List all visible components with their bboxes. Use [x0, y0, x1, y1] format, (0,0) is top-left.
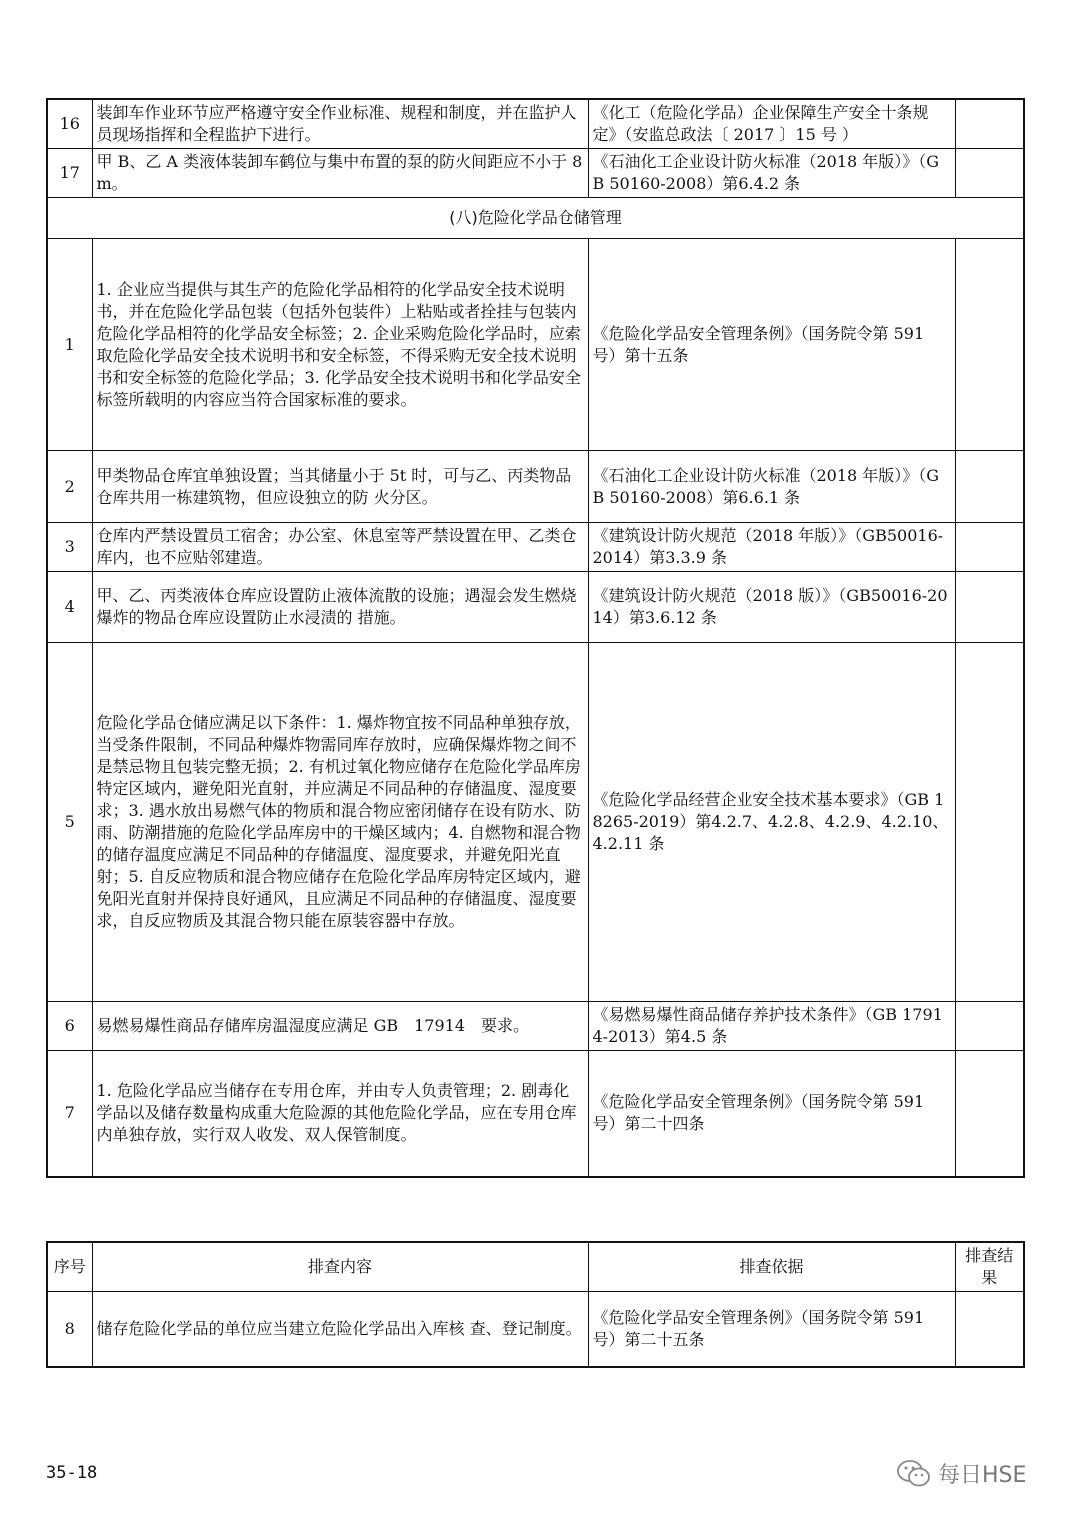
row-content: 危险化学品仓储应满足以下条件：1. 爆炸物宜按不同品种单独存放，当受条件限制，不同品种爆炸物需同库存放时，应确保爆炸物之间不是禁忌物且包装完整无损；2. 有机过氧化物应储存在危险化学品库房特定区域内，避免阳光直射，并应满足不同品种的存储温度、湿度要求；3. 遇水放出易燃气体的物质和混合物应密闭储存在设有防水、防雨、防潮措施的危险化学品库房中的干燥区域内；4. 自燃物和混合物的储存温度应满足不同品种的存储温度、湿度要求，并避免阳光直射；5. 自反应物质和混合物应储存在危险化学品库房特定区域内，避免阳光直射并保持良好通风，且应满足不同品种的存储温度、湿度要求，自反应物质及其混合物只能在原装容器中存放。	[92, 643, 588, 1002]
row-content: 装卸车作业环节应严格遵守安全作业标准、规程和制度，并在监护人员现场指挥和全程监护下进行。	[92, 99, 588, 149]
row-content: 甲、乙、丙类液体仓库应设置防止液体流散的设施；遇湿会发生燃烧爆炸的物品仓库应设置防止水浸渍的 措施。	[92, 572, 588, 643]
row-result	[955, 1002, 1024, 1051]
inspection-table	[46, 98, 1025, 1178]
row-number: 17	[47, 149, 92, 198]
header-no: 序号	[47, 1242, 92, 1292]
row-content: 甲 B、乙 A 类液体装卸车鹤位与集中布置的泵的防火间距应不小于 8m。	[92, 149, 588, 198]
row-number: 16	[47, 99, 92, 149]
row-result	[955, 239, 1024, 451]
row-result	[955, 149, 1024, 198]
brand-watermark	[896, 1458, 1026, 1489]
page-number: 35-18	[46, 1463, 98, 1483]
row-content: 易燃易爆性商品存储库房温湿度应满足 GB 17914 要求。	[92, 1002, 588, 1051]
row-basis: 《建筑设计防火规范（2018 版）》（GB50016-2014）第3.6.12 条	[588, 572, 955, 643]
row-basis: 《石油化工企业设计防火标准（2018 年版）》（GB 50160-2008）第6.6.1 条	[588, 451, 955, 523]
row-content: 仓库内严禁设置员工宿舍；办公室、休息室等严禁设置在甲、乙类仓库内，也不应贴邻建造。	[92, 523, 588, 572]
table-row	[47, 643, 1024, 1002]
row-result	[955, 643, 1024, 1002]
header-basis: 排查依据	[588, 1242, 955, 1292]
table-row	[47, 1002, 1024, 1051]
row-number: 3	[47, 523, 92, 572]
table-row	[47, 1051, 1024, 1177]
table-row	[47, 451, 1024, 523]
header-content: 排查内容	[92, 1242, 588, 1292]
row-result	[955, 99, 1024, 149]
row-basis: 《危险化学品安全管理条例》（国务院令第 591 号）第二十五条	[588, 1292, 955, 1367]
row-basis: 《危险化学品经营企业安全技术基本要求》（GB 18265-2019）第4.2.7、4.2.8、4.2.9、4.2.10、4.2.11 条	[588, 643, 955, 1002]
brand-name: 每日HSE	[938, 1463, 1027, 1488]
row-number: 5	[47, 643, 92, 1002]
table-row	[47, 239, 1024, 451]
row-number: 2	[47, 451, 92, 523]
row-result	[955, 1292, 1024, 1367]
row-number: 6	[47, 1002, 92, 1051]
row-content: 甲类物品仓库宜单独设置；当其储量小于 5t 时，可与乙、丙类物品仓库共用一栋建筑物，但应设独立的防 火分区。	[92, 451, 588, 523]
row-basis: 《易燃易爆性商品储存养护技术条件》（GB 17914-2013）第4.5 条	[588, 1002, 955, 1051]
section-title: (八)危险化学品仓储管理	[47, 198, 1024, 239]
row-basis: 《建筑设计防火规范（2018 年版）》（GB50016-2014）第3.3.9 条	[588, 523, 955, 572]
row-content: 1. 企业应当提供与其生产的危险化学品相符的化学品安全技术说明书，并在危险化学品包装（包括外包装件）上粘贴或者拴挂与包装内危险化学品相符的化学品安全标签；2. 企业采购危险化学品时，应索取危险化学品安全技术说明书和安全标签，不得采购无安全技术说明书和安全标签的危险化学品；3. 化学品安全技术说明书和化学品安全标签所载明的内容应当符合国家标准的要求。	[92, 239, 588, 451]
wechat-icon	[896, 1459, 932, 1489]
row-number: 8	[47, 1292, 92, 1367]
row-number: 1	[47, 239, 92, 451]
row-basis: 《化工（危险化学品）企业保障生产安全十条规定》（安监总政法〔 2017 〕15 号 ）	[588, 99, 955, 149]
table-row	[47, 99, 1024, 149]
row-result	[955, 451, 1024, 523]
header-row	[47, 1242, 1024, 1292]
row-content: 1. 危险化学品应当储存在专用仓库，并由专人负责管理；2. 剧毒化学品以及储存数量构成重大危险源的其他危险化学品，应在专用仓库内单独存放，实行双人收发、双人保管制度。	[92, 1051, 588, 1177]
table-row	[47, 523, 1024, 572]
row-result	[955, 1051, 1024, 1177]
table-row	[47, 572, 1024, 643]
row-result	[955, 523, 1024, 572]
row-basis: 《石油化工企业设计防火标准（2018 年版）》（GB 50160-2008）第6.4.2 条	[588, 149, 955, 198]
row-basis: 《危险化学品安全管理条例》（国务院令第 591 号）第二十四条	[588, 1051, 955, 1177]
section-row	[47, 198, 1024, 239]
table-row	[47, 1292, 1024, 1367]
header-result: 排查结果	[955, 1242, 1024, 1292]
row-content: 储存危险化学品的单位应当建立危险化学品出入库核 查、登记制度。	[92, 1292, 588, 1367]
row-basis: 《危险化学品安全管理条例》（国务院令第 591 号）第十五条	[588, 239, 955, 451]
row-result	[955, 572, 1024, 643]
inspection-table-continued	[46, 1241, 1025, 1368]
row-number: 7	[47, 1051, 92, 1177]
row-number: 4	[47, 572, 92, 643]
table-row	[47, 149, 1024, 198]
